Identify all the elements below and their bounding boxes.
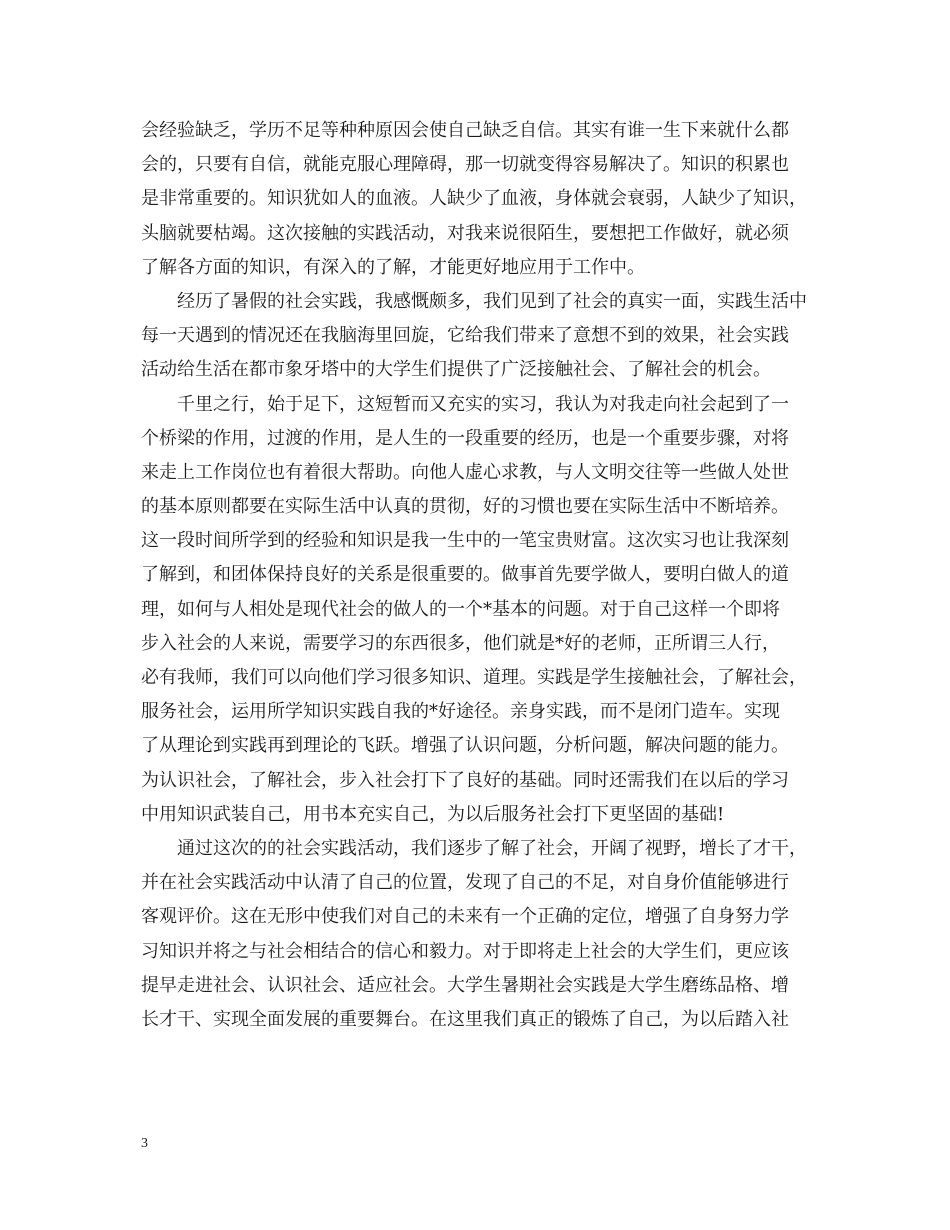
text-line: 经历了暑假的社会实践，我感慨颇多，我们见到了社会的真实一面，实践生活中 — [141, 290, 807, 312]
text-line: 理，如何与人相处是现代社会的做人的一个*基本的问题。对于自己这样一个即将 — [141, 598, 780, 620]
text-line: 的基本原则都要在实际生活中认真的贯彻，好的习惯也要在实际生活中不断培养。 — [141, 496, 789, 518]
text-line: 必有我师，我们可以向他们学习很多知识、道理。实践是学生接触社会，了解社会， — [141, 667, 807, 688]
body-text — [141, 114, 813, 1037]
text-line: 服务社会，运用所学知识实践自我的*好途径。亲身实践，而不是闭门造车。实现 — [141, 701, 780, 723]
text-line: 会经验缺乏，学历不足等种种原因会使自己缺乏自信。其实有谁一生下来就什么都 — [141, 120, 789, 141]
page-number: 3 — [141, 1136, 148, 1151]
text-line: 为认识社会，了解社会，步入社会打下了良好的基础。同时还需我们在以后的学习 — [141, 769, 789, 791]
text-line: 千里之行，始于足下，这短暂而又充实的实习，我认为对我走向社会起到了一 — [141, 393, 789, 415]
text-line: 了从理论到实践再到理论的飞跃。增强了认识问题，分析问题，解决问题的能力。 — [141, 735, 789, 757]
text-line: 来走上工作岗位也有着很大帮助。向他人虚心求教，与人文明交往等一些做人处世 — [141, 461, 789, 483]
text-line: 中用知识武装自己，用书本充实自己，为以后服务社会打下更坚固的基础! — [141, 803, 725, 825]
text-line: 了解到，和团体保持良好的关系是很重要的。做事首先要学做人，要明白做人的道 — [141, 564, 789, 586]
text-line: 活动给生活在都市象牙塔中的大学生们提供了广泛接触社会、了解社会的机会。 — [141, 359, 771, 381]
text-line: 这一段时间所学到的经验和知识是我一生中的一笔宝贵财富。这次实习也让我深刻 — [141, 530, 789, 552]
text-line: 个桥梁的作用，过渡的作用，是人生的一段重要的经历，也是一个重要步骤，对将 — [141, 427, 789, 449]
text-line: 头脑就要枯竭。这次接触的实践活动，对我来说很陌生，要想把工作做好，就必须 — [141, 222, 789, 244]
text-line: 步入社会的人来说，需要学习的东西很多，他们就是*好的老师，正所谓三人行， — [141, 632, 780, 654]
text-line: 了解各方面的知识，有深入的了解，才能更好地应用于工作中。 — [141, 256, 645, 278]
text-line: 提早走进社会、认识社会、适应社会。大学生暑期社会实践是大学生磨练品格、增 — [141, 974, 789, 996]
text-line: 通过这次的的社会实践活动，我们逐步了解了社会，开阔了视野，增长了才干， — [141, 837, 807, 859]
text-line: 每一天遇到的情况还在我脑海里回旋，它给我们带来了意想不到的效果，社会实践 — [141, 325, 789, 347]
text-line: 并在社会实践活动中认清了自己的位置，发现了自己的不足，对自身价值能够进行 — [141, 872, 789, 894]
text-line: 长才干、实现全面发展的重要舞台。在这里我们真正的锻炼了自己，为以后踏入社 — [141, 1008, 789, 1030]
text-line: 客观评价。这在无形中使我们对自己的未来有一个正确的定位，增强了自身努力学 — [141, 906, 789, 928]
text-line: 是非常重要的。知识犹如人的血液。人缺少了血液，身体就会衰弱，人缺少了知识， — [141, 188, 807, 210]
text-line: 会的，只要有自信，就能克服心理障碍，那一切就变得容易解决了。知识的积累也 — [141, 154, 789, 176]
text-line: 习知识并将之与社会相结合的信心和毅力。对于即将走上社会的大学生们，更应该 — [141, 940, 789, 962]
